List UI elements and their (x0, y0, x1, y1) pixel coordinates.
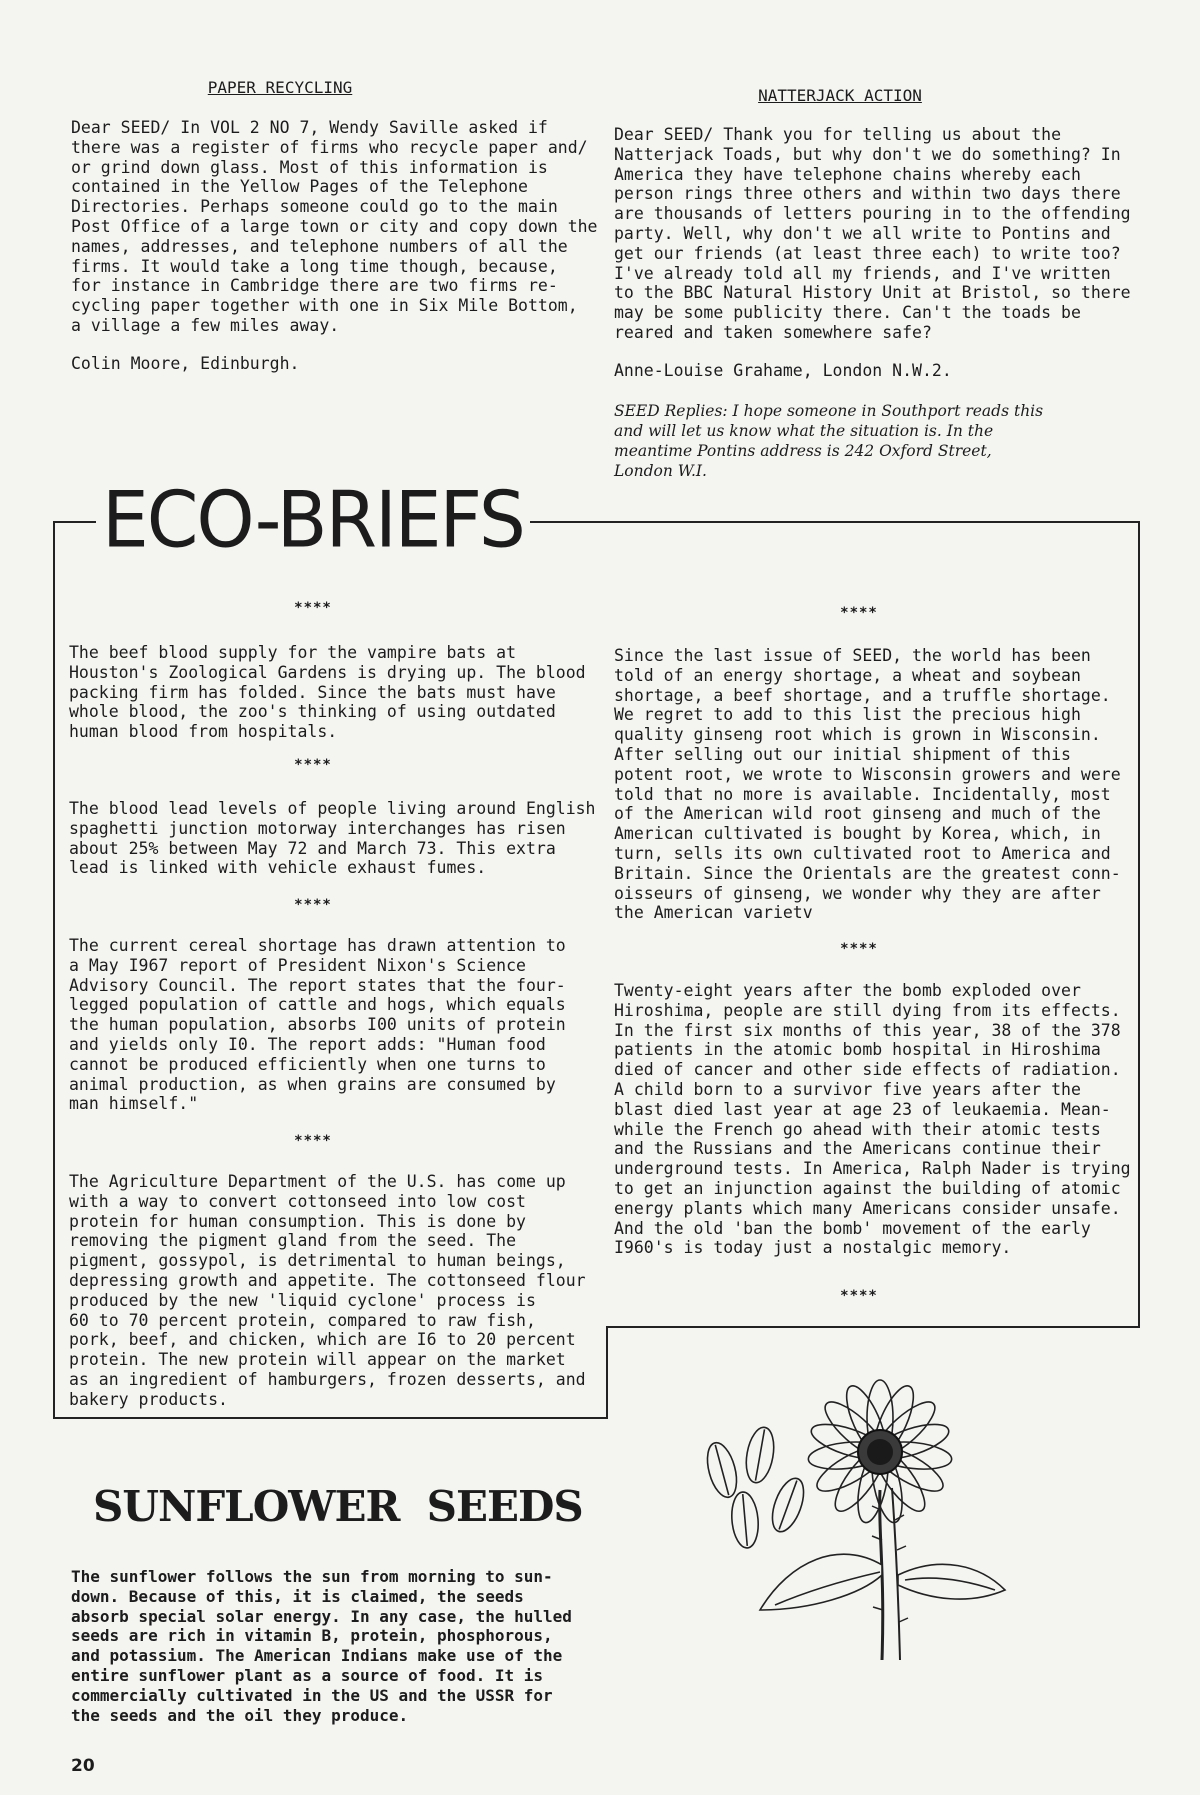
natterjack-signature: Anne-Louise Grahame, London N.W.2. (614, 361, 952, 380)
eco-briefs-box-right (1138, 521, 1140, 1328)
eco-briefs-box-bottom-right (606, 1326, 1140, 1328)
brief-cottonseed: The Agriculture Department of the U.S. has come up with a way to convert cottonseed into low cost protein for human consumption. This is done by removing the pigment gland from the seed. The pigment, gossypol, is detrimental to human beings, depressing growth and appetite. The cottonseed flour produced by the new 'liquid cyclone' process is 60 to 70 percent protein, compared to raw fish, pork, beef, and chicken, which are I6 to 20 percent protein. The new protein will appear on the market as an ingredient of hamburgers, frozen desserts, and bakery products. (69, 1172, 586, 1409)
brief-separator: **** (840, 605, 878, 621)
eco-briefs-box-bottom-left (53, 1417, 608, 1419)
brief-separator: **** (840, 941, 878, 957)
brief-separator: **** (294, 600, 332, 616)
brief-vampire-bats: The beef blood supply for the vampire bats at Houston's Zoological Gardens is drying up. The blood packing firm has folded. Since the bats must have whole blood, the zoo's thinking of using outdated human blood from hospitals. (69, 643, 586, 742)
sunflower-illustration (700, 1360, 1130, 1660)
seed-reply: SEED Replies: I hope someone in Southport reads this and will let us know what the situation is. In the meantime Pontins address is 242 Oxford Street, London W.I. (614, 402, 1044, 480)
paper-recycling-letter: Dear SEED/ In VOL 2 NO 7, Wendy Saville asked if there was a register of firms who recycle paper and/ or grind down glass. Most of this information is contained in the Yellow Pages of the Telephone Directories. Perhaps someone could go to the main Post Office of a large town or city and copy down the names, addresses, and telephone numbers of all the firms. It would take a long time though, because, for instance in Cambridge there are two firms re- cycling paper together with one in Six Mile Bottom, a village a few miles away. (71, 118, 598, 335)
brief-separator: **** (294, 1133, 332, 1149)
brief-separator: **** (840, 1288, 878, 1304)
natterjack-letter: Dear SEED/ Thank you for telling us about the Natterjack Toads, but why don't we do something? In America they have telephone chains whereby each person rings three others and within two days there are thousands of letters pouring in to the offending party. Well, why don't we all write to Pontins and get our friends (at least three each) to write too? I've already told all my friends, and I've written to the BBC Natural History Unit at Bristol, so there may be some publicity there. Can't the toads be reared and taken somewhere safe? (614, 125, 1131, 342)
brief-hiroshima: Twenty-eight years after the bomb exploded over Hiroshima, people are still dying from its effects. In the first six months of this year, 38 of the 378 patients in the atomic bomb hospital in Hiroshima died of cancer and other side effects of radiation. A child born to a survivor five years after the blast died last year at age 23 of leukaemia. Mean- while the French go ahead with their atomic tests and the Russians and the Americans continue their underground tests. In America, Ralph Nader is trying to get an injunction against the building of atomic energy plants which many Americans consider unsafe. And the old 'ban the bomb' movement of the early I960's is today just a nostalgic memory. (614, 981, 1131, 1258)
eco-briefs-box-step (606, 1326, 608, 1419)
brief-ginseng: Since the last issue of SEED, the world has been told of an energy shortage, a wheat and soybean shortage, a beef shortage, and a truffle shortage. We regret to add to this list the precious high quality ginseng root which is grown in Wisconsin. After selling out our initial shipment of this potent root, we wrote to Wisconsin growers and were told that no more is available. Incidentally, most of the American wild root ginseng and much of the American cultivated is bought by Korea, which, in turn, sells its own cultivated root to America and Britain. Since the Orientals are the greatest conn- oisseurs of ginseng, we wonder why they are after the American varietv (614, 646, 1121, 923)
paper-recycling-signature: Colin Moore, Edinburgh. (71, 354, 300, 373)
sunflower-seeds-title: SUNFLOWER SEEDS (93, 1482, 583, 1531)
natterjack-heading: NATTERJACK ACTION (758, 86, 922, 105)
page-number: 20 (71, 1756, 95, 1776)
sunflower-seeds-article: The sunflower follows the sun from morning to sun- down. Because of this, it is claimed, the seeds absorb special solar energy. In any case, the hulled seeds are rich in vitamin B, protein, phosphorous, and potassium. The American Indians make use of the entire sunflower plant as a source of food. It is commercially cultivated in the US and the USSR for the seeds and the oil they produce. (71, 1567, 572, 1725)
eco-briefs-title: ECO-BRIEFS (96, 478, 530, 562)
brief-separator: **** (294, 757, 332, 773)
brief-cereal-shortage: The current cereal shortage has drawn attention to a May I967 report of President Nixon's Science Advisory Council. The report states that the four- legged population of cattle and hogs, which equals the human population, absorbs I00 units of protein and yields only I0. The report adds: "Human food cannot be produced efficiently when one turns to animal production, as when grains are consumed by man himself." (69, 936, 566, 1114)
eco-briefs-box-left (53, 521, 55, 1419)
brief-blood-lead: The blood lead levels of people living around English spaghetti junction motorway interchanges has risen about 25% between May 72 and March 73. This extra lead is linked with vehicle exhaust fumes. (69, 799, 596, 878)
brief-separator: **** (294, 897, 332, 913)
paper-recycling-heading: PAPER RECYCLING (207, 78, 353, 97)
